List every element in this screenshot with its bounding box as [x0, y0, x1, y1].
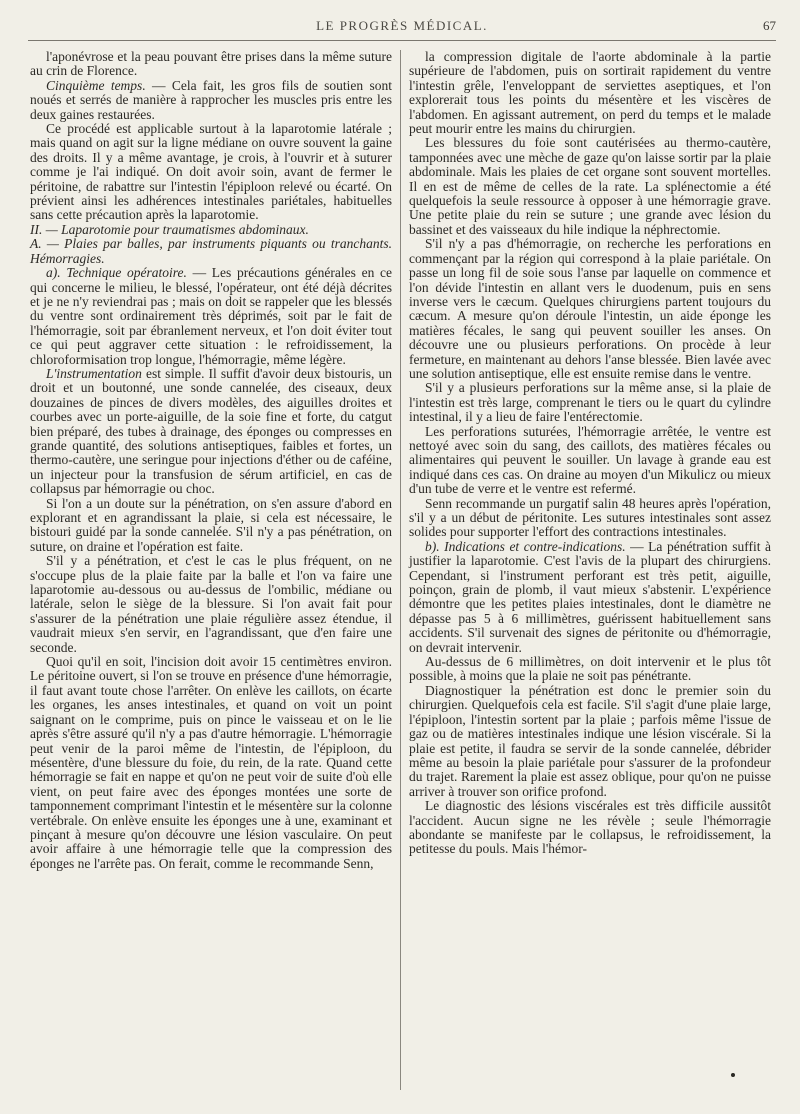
paragraph-text: la compression digitale de l'aorte abdominale à la partie supérieure de l'abdomen, puis on sortirait rapidement du ventre l'intestin grêle, l'enveloppant de serviettes aseptiques, et l'on explorerait tous les points du mésentère et les viscères de l'abdomen. En agissant autrement, on perd du temps et le malade peut mourir entre les mains du chirurgien.	[409, 49, 771, 137]
paragraph	[409, 50, 771, 136]
paragraph	[409, 799, 771, 857]
paragraph	[409, 425, 771, 497]
journal-title: LE PROGRÈS MÉDICAL.	[316, 18, 488, 33]
paragraph	[30, 50, 392, 79]
paragraph-heading: L'instrumentation	[46, 365, 142, 381]
paragraph-text: l'aponévrose et la peau pouvant être prises dans la même suture au crin de Florence.	[30, 49, 392, 79]
paragraph	[409, 655, 771, 684]
paragraph-text: S'il y a pénétration, et c'est le cas le plus fréquent, on ne s'occupe plus de la plaie faite par la balle et l'on va faire une laparotomie au-dessous ou au-dessus de l'ombilic, médiane ou latérale, selon le siège de la blessure. Si l'on avait fait pour s'assurer de la pénétration une plaie régulière assez étendue, il vaudrait mieux s'en servir, en l'agrandissant, que d'en faire une seconde.	[30, 553, 392, 655]
paragraph-text: Diagnostiquer la pénétration est donc le premier soin du chirurgien. Quelquefois cela est facile. S'il s'agit d'une plaie large, l'épiploon, l'intestin sortent par la plaie ; parfois même l'issue de gaz ou de matières intestinales indique une lésion viscérale. Si la plaie est petite, il faudra se servir de la sonde cannelée, débrider même au besoin la plaie pariétale pour s'assurer de la profondeur du trajet. Rarement la plaie est assez oblique, pour qu'on ne puisse arriver à trouver son orifice profond.	[409, 682, 771, 799]
paragraph-text: est simple. Il suffit d'avoir deux bistouris, un droit et un boutonné, une sonde cannelée, des ciseaux, deux douzaines de pinces de divers modèles, des aiguilles droites et courbes avec un porte-aiguille, de la soie fine et forte, du catgut bien préparé, des tubes à drainage, des éponges ou compresses en grande quantité, des solutions antiseptiques, faibles et fortes, un thermo-cautère, une seringue pour injections d'éther ou de caféine, un injecteur pour la transfusion de sérum artificiel, en cas de collapsus par hémorragie ou choc.	[30, 365, 392, 497]
paragraph-text: Si l'on a un doute sur la pénétration, on s'en assure d'abord en explorant et en agrandissant la plaie, si cela est nécessaire, le bistouri guidé par la sonde cannelée. S'il n'y a pas pénétration, on suture, on draine et l'opération est faite.	[30, 495, 392, 554]
paragraph	[30, 122, 392, 223]
paragraph-text: Ce procédé est applicable surtout à la laparotomie latérale ; mais quand on agit sur la ligne médiane on ouvre souvent la gaine des droits. Il y a même avantage, je crois, à l'ouvrir et à suturer comme je l'ai indiqué. On doit avoir soin, avant de fermer le péritoine, de rabattre sur l'intestin l'épiploon relevé ou écarté. On prévient ainsi les adhérences intestinales pariétales, habituelles sans cette précaution après la laparotomie.	[30, 121, 392, 223]
paragraph-heading: a). Technique opératoire.	[46, 265, 187, 281]
paragraph	[409, 381, 771, 424]
running-header	[28, 18, 776, 41]
page-number: 67	[763, 18, 776, 33]
paragraph	[30, 237, 392, 266]
paragraph-text: Au-dessus de 6 millimètres, on doit intervenir et le plus tôt possible, à moins que la plaie ne soit pas pénétrante.	[409, 654, 771, 684]
right-column	[409, 50, 771, 857]
paragraph-text: Senn recommande un purgatif salin 48 heures après l'opération, s'il y a un début de péritonite. Les sutures intestinales sont assez solides pour supporter l'effort des contractions intestinales.	[409, 495, 771, 540]
paragraph	[409, 540, 771, 655]
printer-mark	[731, 1073, 735, 1077]
left-column	[30, 50, 392, 871]
paragraph-text: — Les précautions générales en ce qui concerne le milieu, le blessé, l'opérateur, ont été déjà décrites et je ne n'y reviendrai pas ; mais on doit se rappeler que les blessés du ventre sont ordinairement très déprimés, soit par le fait de l'hémorragie, soit par ébranlement nerveux, et l'on doit éviter tout ce qui peut aggraver cette situation : le refroidissement, la chloroformisation trop longue, l'hémorragie, même légère.	[30, 265, 392, 367]
paragraph-text: — Cela fait, les gros fils de soutien sont noués et serrés de manière à rapprocher les muscles pris entre les deux gaines restaurées.	[30, 77, 392, 122]
paragraph-text: Quoi qu'il en soit, l'incision doit avoir 15 centimètres environ. Le péritoine ouvert, si l'on se trouve en présence d'une hémorragie, il faut avant toute chose l'arrêter. On enlève les caillots, on écarte les organes, les anses intestinales, et quand on voit un point saignant on le comprime, puis on pince le vaisseau et on le lie après s'être assuré qu'il n'y a pas d'autre hémorragie. L'hémorragie peut venir de la paroi même de l'intestin, de l'épiploon, du mésentère, d'une blessure du foie, du rein, de la rate. Quand cette hémorragie se fait en nappe et qu'on ne peut voir de suite d'où elle vient, on peut faire avec des éponges montées une sorte de tamponnement comprimant l'intestin et le mésentère sur la colonne vertébrale. On enlève ensuite les éponges une à une, examinant et pinçant à mesure qu'on découvre une lésion vasculaire. On peut avoir affaire à une hémorragie telle que la compression des éponges ne l'arrête pas. On ferait, comme le recommande Senn,	[30, 654, 392, 871]
paragraph	[30, 79, 392, 122]
paragraph	[409, 497, 771, 540]
paragraph-text: Le diagnostic des lésions viscérales est très difficile aussitôt l'accident. Aucun signe ne les révèle ; seule l'hémorragie abondante se manifeste par le collapsus, le refroidissement, la petitesse du pouls. Mais l'hémor-	[409, 798, 771, 857]
paragraph	[30, 223, 392, 237]
column-divider	[400, 50, 401, 1090]
paragraph	[409, 136, 771, 237]
paragraph-text: Les blessures du foie sont cautérisées au thermo-cautère, tamponnées avec une mèche de gaze qu'on laisse sortir par la plaie abdominale. Mais les plaies de cet organe sont souvent mortelles. Il en est de même de celles de la rate. La splénectomie a été quelquefois la seule ressource à opposer à une hémorragie grave. Une petite plaie du rein se suture ; une grande avec lésion du bassinet et des vaisseaux du hile indique la néphrectomie.	[409, 135, 771, 237]
paragraph-text: — La pénétration suffit à justifier la laparotomie. C'est l'avis de la plupart des chirurgiens. Cependant, si l'instrument perforant est très petit, aiguille, poinçon, grain de plomb, il vaut mieux s'abstenir. L'expérience démontre que les petites plaies intestinales, dont le diamètre ne dépasse pas 5 à 6 millimètres, guérissent habituellement sans accidents. S'il survenait des signes de péritonite ou d'hémorragie, on devrait intervenir.	[409, 538, 771, 655]
paragraph-heading: II. — Laparotomie pour traumatismes abdominaux.	[30, 221, 309, 237]
paragraph	[409, 684, 771, 799]
paragraph-text: Les perforations suturées, l'hémorragie arrêtée, le ventre est nettoyé avec soin du sang, des caillots, des matières fécales ou alimentaires qui peuvent le souiller. Un lavage à grande eau est indiqué dans ces cas. On draine au moyen d'un Mikulicz ou mieux d'un tube de verre et le ventre est refermé.	[409, 423, 771, 497]
paragraph	[30, 367, 392, 497]
paragraph	[30, 655, 392, 871]
paragraph-heading: Cinquième temps.	[46, 77, 146, 93]
paragraph	[30, 497, 392, 555]
paragraph-text: S'il n'y a pas d'hémorragie, on recherche les perforations en commençant par la région qui correspond à la plaie pariétale. On passe un long fil de soie sous l'anse par laquelle on commence et l'on dévide l'intestin en allant vers le duodenum, puis en sens inverse vers le cæcum. Quelques chirurgiens partent toujours du cæcum. A mesure qu'on déroule l'intestin, un aide éponge les matières fécales, le sang qui peuvent souiller les anses. On découvre une ou plusieurs perforations. On procède à leur fermeture, en maintenant au dehors l'anse blessée. Bien lavée avec une solution antiseptique, elle est ensuite remise dans le ventre.	[409, 236, 771, 381]
paragraph	[30, 554, 392, 655]
paragraph	[30, 266, 392, 367]
paragraph	[409, 237, 771, 381]
paragraph-heading: b). Indications et contre-indications.	[425, 538, 626, 554]
paragraph-text: S'il y a plusieurs perforations sur la même anse, si la plaie de l'intestin est très large, comprenant le tiers ou le quart du cylindre intestinal, il y a lieu de faire l'entérectomie.	[409, 380, 771, 425]
paragraph-heading: A. — Plaies par balles, par instruments piquants ou tranchants. Hémorragies.	[30, 236, 392, 266]
